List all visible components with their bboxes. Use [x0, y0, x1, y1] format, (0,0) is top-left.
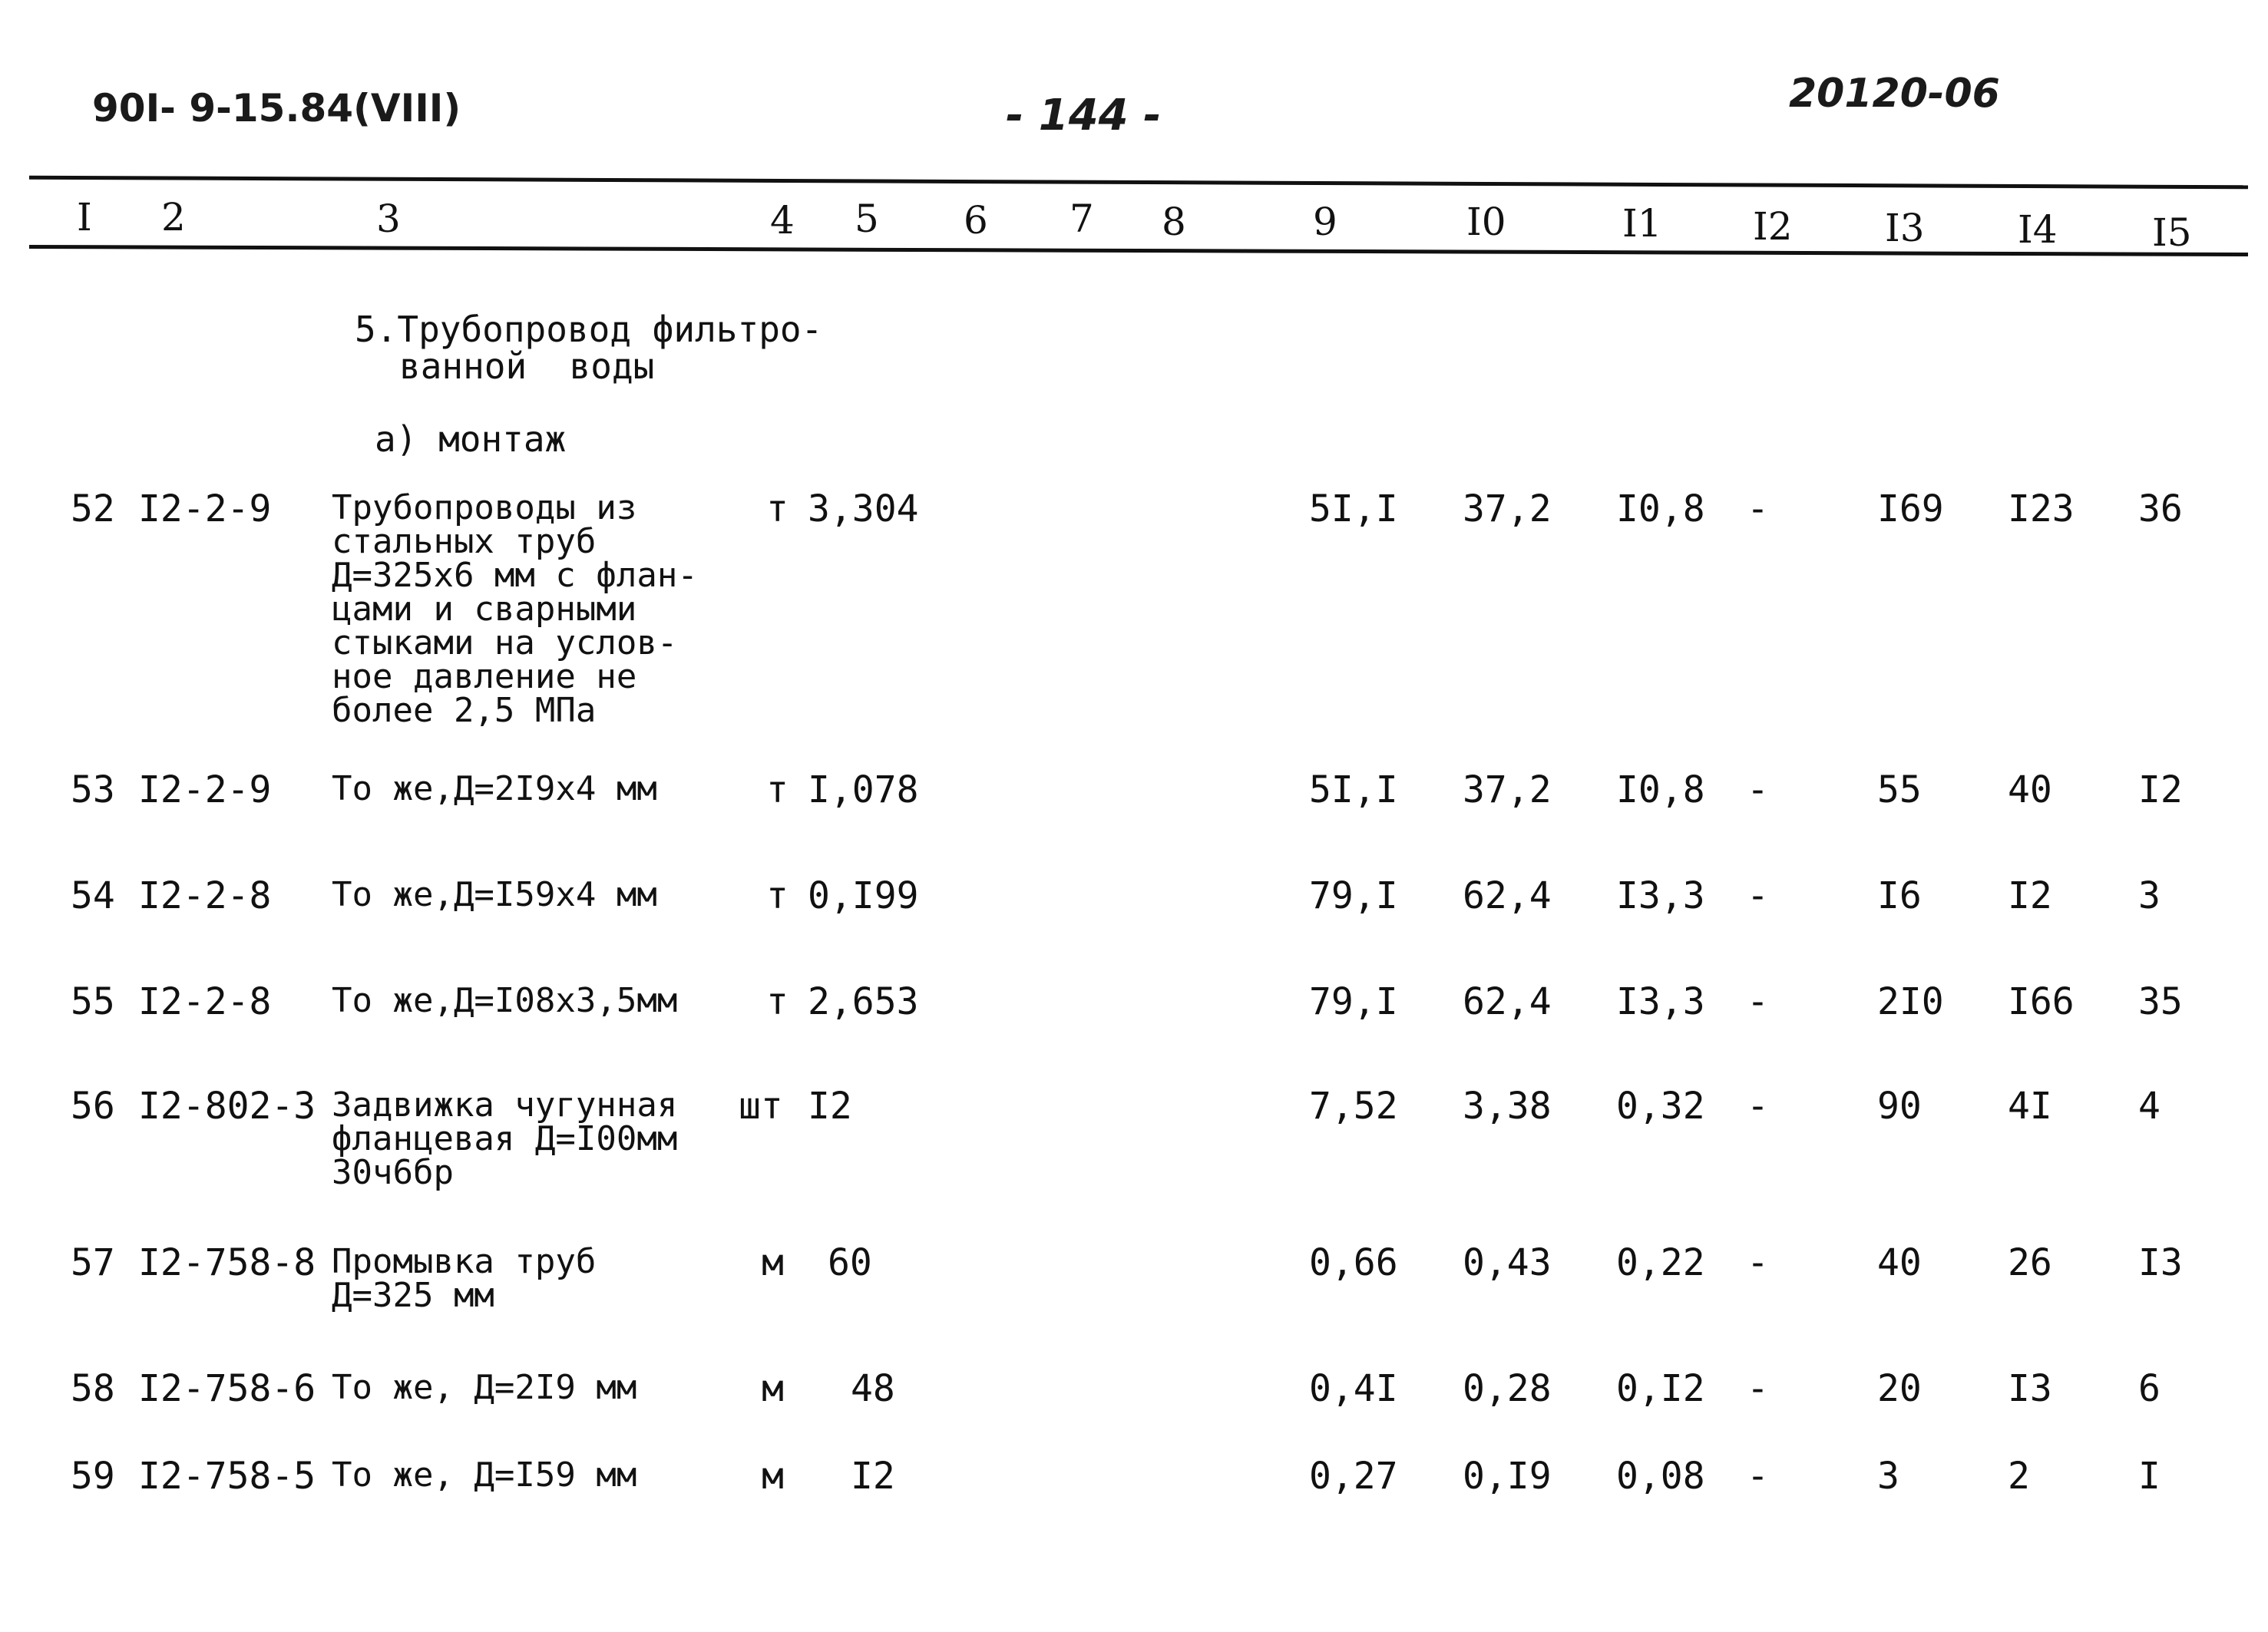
row-quantity: 0,I99	[808, 874, 919, 917]
row-col-13: 55	[1877, 768, 1922, 811]
row-col-9: 7,52	[1309, 1085, 1398, 1128]
row-col-13: 40	[1877, 1241, 1922, 1284]
row-col-15: 3	[2138, 874, 2161, 917]
row-unit: шт	[739, 1085, 783, 1128]
row-code: I2-2-8	[138, 980, 272, 1023]
col-header-10: I0	[1466, 200, 1506, 244]
row-unit: м	[762, 1455, 784, 1498]
row-col-10: 37,2	[1463, 768, 1552, 811]
row-col-14: I66	[2008, 980, 2075, 1023]
row-col-11: 0,22	[1616, 1241, 1705, 1284]
row-col-12: -	[1747, 1455, 1769, 1498]
row-quantity: I2	[808, 1085, 852, 1128]
section-title-line2: ванной воды	[399, 345, 655, 387]
row-code: I2-2-9	[138, 487, 272, 530]
row-col-12: -	[1747, 1241, 1769, 1284]
row-code: I2-2-8	[138, 874, 272, 917]
row-number: 53	[71, 768, 115, 811]
row-col-14: 40	[2008, 768, 2052, 811]
col-header-8: 8	[1162, 200, 1186, 244]
row-col-14: I23	[2008, 487, 2075, 530]
row-number: 59	[71, 1455, 115, 1498]
row-unit: т	[766, 768, 789, 811]
row-description: То же,Д=2I9х4 мм	[332, 769, 657, 808]
row-col-11: I0,8	[1616, 768, 1705, 811]
row-number: 52	[71, 487, 115, 530]
row-quantity: 60	[828, 1241, 872, 1284]
col-header-6: 6	[964, 198, 988, 243]
row-col-9: 79,I	[1309, 980, 1398, 1023]
col-header-1: I	[77, 195, 92, 240]
row-code: I2-758-8	[138, 1241, 316, 1284]
row-col-12: -	[1747, 768, 1769, 811]
row-col-15: 36	[2138, 487, 2183, 530]
col-header-14: I4	[2018, 207, 2058, 252]
row-col-10: 0,43	[1463, 1241, 1552, 1284]
col-header-12: I2	[1753, 204, 1793, 249]
row-quantity: I,078	[808, 768, 919, 811]
row-col-15: I3	[2138, 1241, 2183, 1284]
row-col-13: 2I0	[1877, 980, 1944, 1023]
row-col-9: 0,66	[1309, 1241, 1398, 1284]
row-unit: т	[766, 980, 789, 1023]
col-header-2: 2	[161, 195, 186, 240]
row-col-9: 0,27	[1309, 1455, 1398, 1498]
row-col-11: I0,8	[1616, 487, 1705, 530]
row-col-15: 35	[2138, 980, 2183, 1023]
row-col-9: 79,I	[1309, 874, 1398, 917]
row-col-10: 62,4	[1463, 874, 1552, 917]
row-number: 58	[71, 1367, 115, 1410]
row-col-15: I2	[2138, 768, 2183, 811]
row-col-11: 0,32	[1616, 1085, 1705, 1128]
col-header-15: I5	[2152, 210, 2192, 255]
row-col-10: 37,2	[1463, 487, 1552, 530]
row-col-14: 4I	[2008, 1085, 2052, 1128]
row-col-14: 2	[2008, 1455, 2030, 1498]
row-col-14: I3	[2008, 1367, 2052, 1410]
col-header-11: I1	[1622, 201, 1662, 246]
row-col-12: -	[1747, 980, 1769, 1023]
row-col-11: 0,08	[1616, 1455, 1705, 1498]
row-col-13: 90	[1877, 1085, 1922, 1128]
row-col-13: I69	[1877, 487, 1944, 530]
document-code: 90I- 9-15.84(VIII)	[92, 86, 461, 130]
row-col-10: 3,38	[1463, 1085, 1552, 1128]
row-col-12: -	[1747, 1367, 1769, 1410]
row-col-12: -	[1747, 1085, 1769, 1128]
row-col-14: 26	[2008, 1241, 2052, 1284]
row-description: То же,Д=I59х4 мм	[332, 875, 657, 914]
row-col-15: 6	[2138, 1367, 2161, 1410]
row-unit: т	[766, 487, 789, 530]
row-description: Трубопроводы из стальных труб Д=325х6 мм с флан- цами и сварными стыками на услов- ное давление не более 2,5 МПа	[332, 488, 698, 730]
row-quantity: 48	[851, 1367, 895, 1410]
row-number: 54	[71, 874, 115, 917]
row-col-12: -	[1747, 487, 1769, 530]
row-col-15: I	[2138, 1455, 2161, 1498]
row-description: То же, Д=2I9 мм	[332, 1368, 637, 1407]
col-header-7: 7	[1070, 197, 1094, 241]
row-col-10: 0,28	[1463, 1367, 1552, 1410]
row-col-9: 5I,I	[1309, 768, 1398, 811]
row-quantity: 3,304	[808, 487, 919, 530]
row-col-13: I6	[1877, 874, 1922, 917]
row-col-12: -	[1747, 874, 1769, 917]
row-description: Промывка труб Д=325 мм	[332, 1242, 597, 1315]
document-number: 20120-06	[1789, 71, 2000, 117]
row-quantity: I2	[851, 1455, 895, 1498]
row-unit: м	[762, 1367, 784, 1410]
row-col-11: I3,3	[1616, 980, 1705, 1023]
row-quantity: 2,653	[808, 980, 919, 1023]
row-col-9: 0,4I	[1309, 1367, 1398, 1410]
col-header-13: I3	[1885, 206, 1925, 250]
row-unit: м	[762, 1241, 784, 1284]
col-header-4: 4	[770, 198, 795, 243]
row-col-13: 3	[1877, 1455, 1899, 1498]
col-header-3: 3	[376, 197, 401, 241]
row-description: Задвижка чугунная фланцевая Д=I00мм 30ч6бр	[332, 1085, 678, 1192]
section-subtitle: а) монтаж	[375, 418, 567, 460]
row-description: То же,Д=I08х3,5мм	[332, 981, 678, 1020]
col-header-9: 9	[1313, 200, 1337, 244]
row-code: I2-802-3	[138, 1085, 316, 1128]
row-code: I2-758-5	[138, 1455, 316, 1498]
row-code: I2-2-9	[138, 768, 272, 811]
row-number: 57	[71, 1241, 115, 1284]
row-col-10: 0,I9	[1463, 1455, 1552, 1498]
row-number: 55	[71, 980, 115, 1023]
row-number: 56	[71, 1085, 115, 1128]
table-top-rule	[29, 176, 2248, 190]
row-unit: т	[766, 874, 789, 917]
row-col-10: 62,4	[1463, 980, 1552, 1023]
section-title-line1: 5.Трубопровод фильтро-	[355, 309, 823, 350]
row-col-15: 4	[2138, 1085, 2161, 1128]
row-code: I2-758-6	[138, 1367, 316, 1410]
row-col-14: I2	[2008, 874, 2052, 917]
page-number: - 144 -	[1006, 91, 1162, 140]
row-col-11: 0,I2	[1616, 1367, 1705, 1410]
row-col-13: 20	[1877, 1367, 1922, 1410]
row-col-9: 5I,I	[1309, 487, 1398, 530]
row-description: То же, Д=I59 мм	[332, 1455, 637, 1495]
row-col-11: I3,3	[1616, 874, 1705, 917]
col-header-5: 5	[855, 197, 879, 241]
